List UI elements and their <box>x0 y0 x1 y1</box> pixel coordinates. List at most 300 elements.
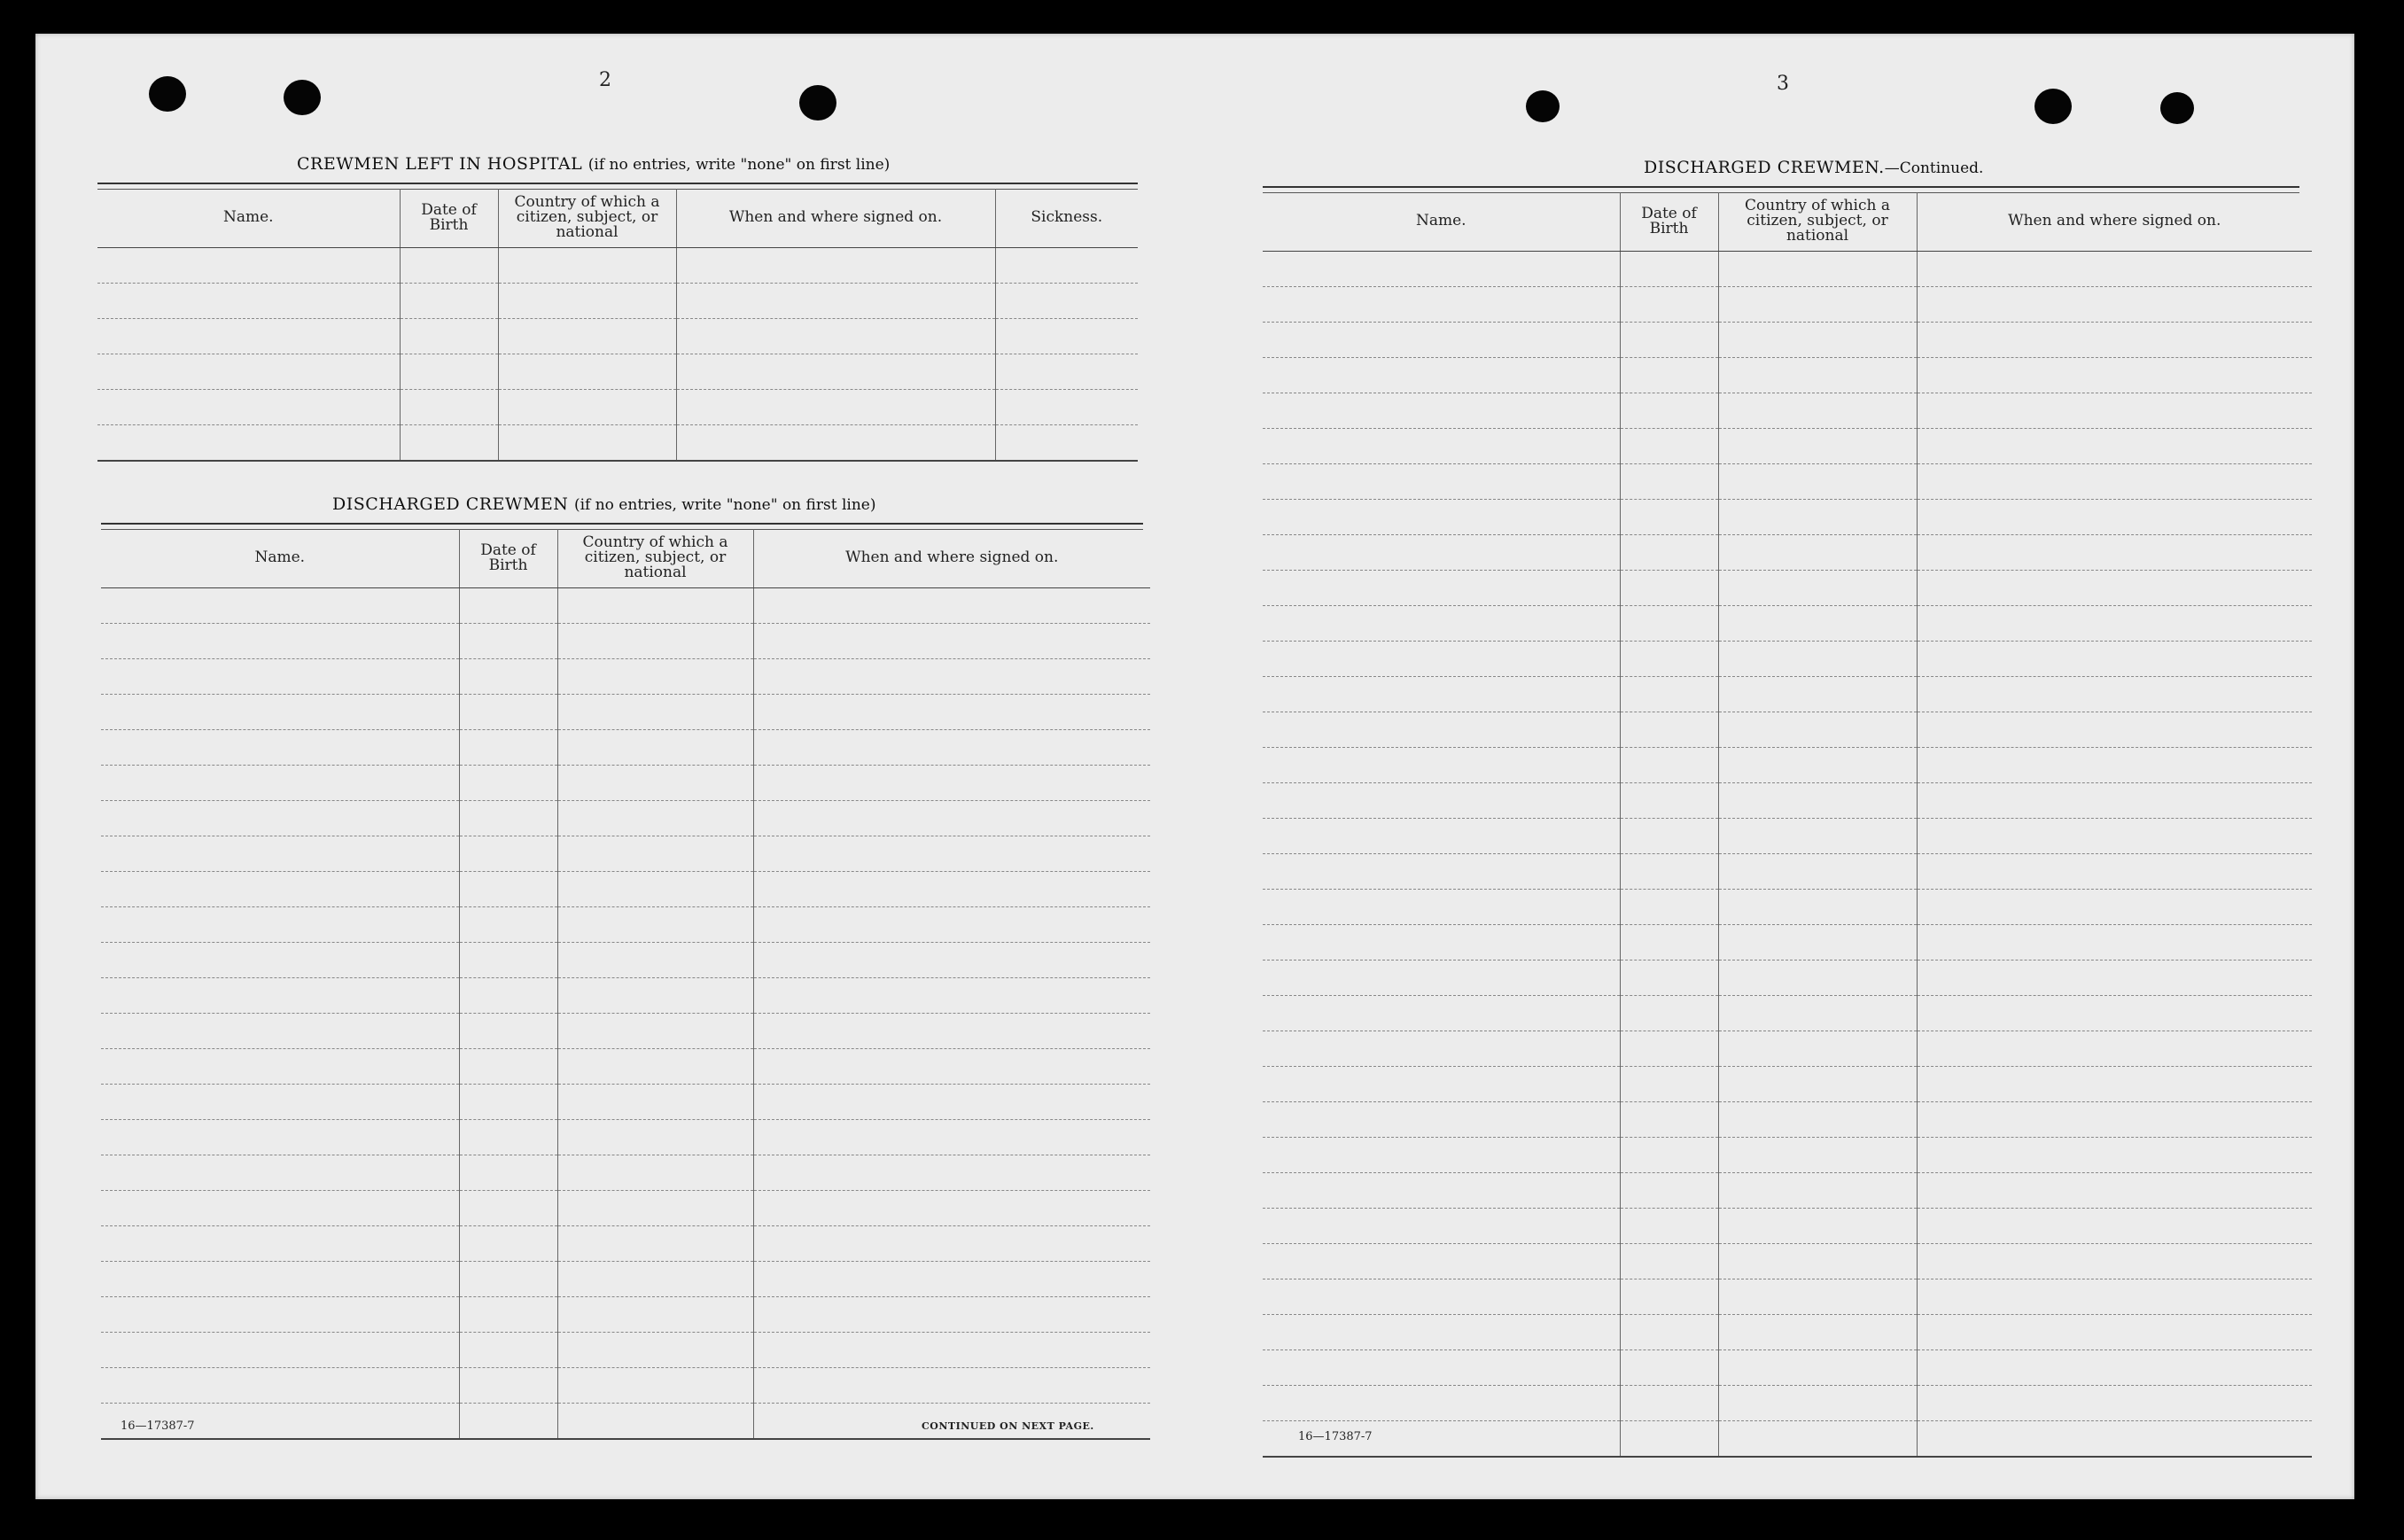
blank-entry-cell <box>753 587 1150 623</box>
blank-entry-cell <box>1718 534 1917 570</box>
blank-entry-cell <box>400 247 498 283</box>
blank-entry-cell <box>1620 676 1718 712</box>
blank-entry-cell <box>1718 1172 1917 1208</box>
blank-entry-cell <box>459 1403 557 1439</box>
blank-entry-cell <box>1718 1420 1917 1457</box>
blank-entry-cell <box>101 1332 459 1367</box>
blank-entry-cell <box>557 1084 753 1119</box>
blank-entry-cell <box>1917 570 2312 605</box>
blank-entry-cell <box>97 424 400 461</box>
blank-entry-cell <box>101 765 459 800</box>
table-row <box>1263 853 2312 889</box>
blank-entry-cell <box>101 729 459 765</box>
blank-entry-cell <box>1917 1243 2312 1279</box>
blank-entry-cell <box>459 906 557 942</box>
blank-entry-cell <box>1917 853 2312 889</box>
blank-entry-cell <box>498 389 676 424</box>
discharged-section-title <box>332 494 875 514</box>
blank-entry-cell <box>1263 1066 1620 1101</box>
table-row <box>1263 428 2312 463</box>
blank-entry-cell <box>753 1155 1150 1190</box>
blank-entry-cell <box>1718 1279 1917 1314</box>
table-row <box>1263 1031 2312 1066</box>
blank-entry-cell <box>995 354 1138 389</box>
blank-entry-cell <box>97 247 400 283</box>
blank-entry-cell <box>1917 641 2312 676</box>
blank-entry-cell <box>1620 1172 1718 1208</box>
blank-entry-cell <box>557 1119 753 1155</box>
blank-entry-cell <box>1917 818 2312 853</box>
page-number: 3 <box>1777 73 1789 95</box>
table-row <box>1263 1420 2312 1457</box>
table-row <box>1263 1101 2312 1137</box>
table-row <box>101 800 1150 836</box>
blank-entry-cell <box>498 247 676 283</box>
blank-entry-cell <box>753 694 1150 729</box>
column-header-signed-on: When and where signed on. <box>676 189 995 247</box>
blank-entry-cell <box>1263 641 1620 676</box>
blank-entry-cell <box>1263 676 1620 712</box>
table-row <box>1263 676 2312 712</box>
blank-entry-cell <box>459 836 557 871</box>
blank-entry-cell <box>1917 393 2312 428</box>
table-row <box>101 1296 1150 1332</box>
blank-entry-cell <box>1263 286 1620 322</box>
discharged-instruction: (if no entries, write "none" on first line) <box>573 496 876 514</box>
blank-entry-cell <box>1917 286 2312 322</box>
blank-entry-cell <box>498 424 676 461</box>
table-row <box>101 1013 1150 1048</box>
blank-entry-cell <box>1263 322 1620 357</box>
table-row <box>101 977 1150 1013</box>
blank-entry-cell <box>753 1225 1150 1261</box>
column-header-country: Country of which a citizen, subject, or national <box>557 529 753 587</box>
blank-entry-cell <box>1263 1208 1620 1243</box>
blank-entry-cell <box>459 623 557 658</box>
table-row <box>97 389 1138 424</box>
blank-entry-cell <box>557 836 753 871</box>
blank-entry-cell <box>676 247 995 283</box>
blank-entry-cell <box>1263 995 1620 1031</box>
table-row <box>101 1225 1150 1261</box>
blank-entry-cell <box>400 318 498 354</box>
blank-entry-cell <box>1917 428 2312 463</box>
table-row <box>1263 1279 2312 1314</box>
blank-entry-cell <box>557 694 753 729</box>
blank-entry-cell <box>101 871 459 906</box>
blank-entry-cell <box>1718 712 1917 747</box>
blank-entry-cell <box>1917 1385 2312 1420</box>
blank-entry-cell <box>1620 1314 1718 1349</box>
blank-entry-cell <box>557 1048 753 1084</box>
blank-entry-cell <box>101 623 459 658</box>
blank-entry-cell <box>753 623 1150 658</box>
table-row <box>1263 1172 2312 1208</box>
blank-entry-cell <box>1917 960 2312 995</box>
column-header-country: Country of which a citizen, subject, or national <box>1718 192 1917 251</box>
blank-entry-cell <box>557 658 753 694</box>
table-row <box>1263 463 2312 499</box>
blank-entry-cell <box>1263 357 1620 393</box>
blank-entry-cell <box>459 1225 557 1261</box>
blank-entry-cell <box>557 942 753 977</box>
blank-entry-cell <box>1917 995 2312 1031</box>
blank-entry-cell <box>676 354 995 389</box>
table-row <box>1263 1349 2312 1385</box>
table-row <box>1263 818 2312 853</box>
blank-entry-cell <box>1718 1208 1917 1243</box>
blank-entry-cell <box>557 1013 753 1048</box>
column-header-name: Name. <box>101 529 459 587</box>
table-row <box>101 1084 1150 1119</box>
blank-entry-cell <box>1620 1243 1718 1279</box>
blank-entry-cell <box>1718 605 1917 641</box>
blank-entry-cell <box>400 424 498 461</box>
blank-entry-cell <box>1263 747 1620 782</box>
blank-entry-cell <box>459 729 557 765</box>
blank-entry-cell <box>459 1155 557 1190</box>
blank-entry-cell <box>1263 1101 1620 1137</box>
blank-entry-cell <box>995 247 1138 283</box>
blank-entry-cell <box>1263 712 1620 747</box>
blank-entry-cell <box>101 1048 459 1084</box>
blank-entry-cell <box>1917 605 2312 641</box>
continued-note: CONTINUED ON NEXT PAGE. <box>922 1420 1094 1432</box>
blank-entry-cell <box>101 694 459 729</box>
blank-entry-cell <box>1917 357 2312 393</box>
blank-entry-cell <box>676 283 995 318</box>
blank-entry-cell <box>1718 924 1917 960</box>
blank-entry-cell <box>459 871 557 906</box>
blank-entry-cell <box>1917 747 2312 782</box>
blank-entry-cell <box>1620 712 1718 747</box>
blank-entry-cell <box>557 623 753 658</box>
blank-entry-cell <box>1620 995 1718 1031</box>
blank-entry-cell <box>1263 1031 1620 1066</box>
blank-entry-cell <box>101 1225 459 1261</box>
blank-entry-cell <box>1718 1243 1917 1279</box>
table-row <box>101 1155 1150 1190</box>
blank-entry-cell <box>557 765 753 800</box>
blank-entry-cell <box>1718 1101 1917 1137</box>
table-row <box>101 1367 1150 1403</box>
blank-entry-cell <box>1263 534 1620 570</box>
table-row <box>101 623 1150 658</box>
table-row <box>101 942 1150 977</box>
blank-entry-cell <box>1263 499 1620 534</box>
column-header-date-of-birth: Date of Birth <box>400 189 498 247</box>
blank-entry-cell <box>753 942 1150 977</box>
blank-entry-cell <box>1917 499 2312 534</box>
table-row <box>101 765 1150 800</box>
blank-entry-cell <box>1917 534 2312 570</box>
blank-entry-cell <box>1917 1349 2312 1385</box>
discharged-table <box>101 529 1150 1440</box>
table-row <box>1263 641 2312 676</box>
blank-entry-cell <box>1620 251 1718 286</box>
table-row <box>1263 286 2312 322</box>
form-code: 16—17387-7 <box>1298 1430 1373 1443</box>
blank-entry-cell <box>101 1296 459 1332</box>
blank-entry-cell <box>1620 924 1718 960</box>
blank-entry-cell <box>1620 1208 1718 1243</box>
blank-entry-cell <box>1917 924 2312 960</box>
blank-entry-cell <box>1718 747 1917 782</box>
blank-entry-cell <box>1620 747 1718 782</box>
blank-entry-cell <box>995 283 1138 318</box>
blank-entry-cell <box>1263 1172 1620 1208</box>
blank-entry-cell <box>1917 1208 2312 1243</box>
blank-entry-cell <box>1263 782 1620 818</box>
table-row <box>1263 1137 2312 1172</box>
table-row <box>1263 1314 2312 1349</box>
blank-entry-cell <box>400 354 498 389</box>
blank-entry-cell <box>557 1403 753 1439</box>
hospital-title-text: CREWMEN LEFT IN HOSPITAL <box>297 154 583 174</box>
blank-entry-cell <box>557 1296 753 1332</box>
blank-entry-cell <box>1620 818 1718 853</box>
discharged-continued-table-body <box>1263 251 2312 1457</box>
blank-entry-cell <box>753 1261 1150 1296</box>
table-row <box>1263 924 2312 960</box>
table-row <box>97 354 1138 389</box>
blank-entry-cell <box>1263 1385 1620 1420</box>
blank-entry-cell <box>1263 960 1620 995</box>
table-row <box>101 1119 1150 1155</box>
blank-entry-cell <box>1718 428 1917 463</box>
blank-entry-cell <box>1263 1349 1620 1385</box>
blank-entry-cell <box>1620 322 1718 357</box>
blank-entry-cell <box>995 424 1138 461</box>
blank-entry-cell <box>1917 1137 2312 1172</box>
blank-entry-cell <box>1620 1066 1718 1101</box>
blank-entry-cell <box>498 318 676 354</box>
blank-entry-cell <box>1263 251 1620 286</box>
blank-entry-cell <box>1917 1031 2312 1066</box>
blank-entry-cell <box>459 1084 557 1119</box>
blank-entry-cell <box>459 977 557 1013</box>
blank-entry-cell <box>1917 676 2312 712</box>
blank-entry-cell <box>97 389 400 424</box>
table-row <box>1263 960 2312 995</box>
hospital-table-body <box>97 247 1138 461</box>
blank-entry-cell <box>753 765 1150 800</box>
discharged-title-text: DISCHARGED CREWMEN <box>332 494 569 514</box>
form-code: 16—17387-7 <box>121 1419 195 1433</box>
table-row <box>1263 889 2312 924</box>
blank-entry-cell <box>1620 641 1718 676</box>
blank-entry-cell <box>459 1048 557 1084</box>
hospital-instruction: (if no entries, write "none" on first line) <box>587 156 891 174</box>
column-header-name: Name. <box>97 189 400 247</box>
blank-entry-cell <box>753 871 1150 906</box>
blank-entry-cell <box>1718 676 1917 712</box>
blank-entry-cell <box>1718 1031 1917 1066</box>
blank-entry-cell <box>557 906 753 942</box>
blank-entry-cell <box>459 1296 557 1332</box>
blank-entry-cell <box>1718 393 1917 428</box>
blank-entry-cell <box>1917 322 2312 357</box>
column-header-date-of-birth: Date of Birth <box>1620 192 1718 251</box>
blank-entry-cell <box>676 318 995 354</box>
blank-entry-cell <box>1917 1172 2312 1208</box>
blank-entry-cell <box>101 1119 459 1155</box>
blank-entry-cell <box>1263 1314 1620 1349</box>
blank-entry-cell <box>557 729 753 765</box>
blank-entry-cell <box>97 354 400 389</box>
blank-entry-cell <box>753 1367 1150 1403</box>
table-row <box>97 318 1138 354</box>
right-page <box>1263 69 2357 1487</box>
blank-entry-cell <box>1917 1101 2312 1137</box>
blank-entry-cell <box>1263 605 1620 641</box>
hospital-section-title <box>297 154 890 174</box>
blank-entry-cell <box>1263 1243 1620 1279</box>
blank-entry-cell <box>1620 393 1718 428</box>
blank-entry-cell <box>1263 818 1620 853</box>
blank-entry-cell <box>1718 641 1917 676</box>
blank-entry-cell <box>1263 428 1620 463</box>
blank-entry-cell <box>1718 853 1917 889</box>
blank-entry-cell <box>1620 782 1718 818</box>
blank-entry-cell <box>1620 499 1718 534</box>
blank-entry-cell <box>753 1119 1150 1155</box>
blank-entry-cell <box>101 587 459 623</box>
blank-entry-cell <box>101 1261 459 1296</box>
blank-entry-cell <box>1263 1279 1620 1314</box>
column-header-date-of-birth: Date of Birth <box>459 529 557 587</box>
blank-entry-cell <box>1718 1314 1917 1349</box>
blank-entry-cell <box>1718 1349 1917 1385</box>
table-row <box>101 587 1150 623</box>
table-row <box>101 1261 1150 1296</box>
table-row <box>101 1048 1150 1084</box>
blank-entry-cell <box>995 318 1138 354</box>
blank-entry-cell <box>557 1332 753 1367</box>
blank-entry-cell <box>101 800 459 836</box>
blank-entry-cell <box>1620 1101 1718 1137</box>
blank-entry-cell <box>101 1013 459 1048</box>
blank-entry-cell <box>1917 1279 2312 1314</box>
blank-entry-cell <box>459 1367 557 1403</box>
blank-entry-cell <box>1718 1066 1917 1101</box>
table-row <box>1263 747 2312 782</box>
table-row <box>1263 605 2312 641</box>
blank-entry-cell <box>1718 286 1917 322</box>
blank-entry-cell <box>557 871 753 906</box>
blank-entry-cell <box>557 1225 753 1261</box>
table-row <box>101 871 1150 906</box>
blank-entry-cell <box>1263 1137 1620 1172</box>
blank-entry-cell <box>101 1190 459 1225</box>
table-row <box>97 283 1138 318</box>
blank-entry-cell <box>1718 499 1917 534</box>
blank-entry-cell <box>1620 605 1718 641</box>
table-row <box>1263 393 2312 428</box>
blank-entry-cell <box>101 977 459 1013</box>
blank-entry-cell <box>459 942 557 977</box>
blank-entry-cell <box>1718 357 1917 393</box>
blank-entry-cell <box>1620 570 1718 605</box>
blank-entry-cell <box>557 1155 753 1190</box>
blank-entry-cell <box>1917 1420 2312 1457</box>
blank-entry-cell <box>1917 889 2312 924</box>
blank-entry-cell <box>1718 782 1917 818</box>
table-row <box>1263 1066 2312 1101</box>
blank-entry-cell <box>101 1084 459 1119</box>
blank-entry-cell <box>1620 357 1718 393</box>
table-row <box>1263 712 2312 747</box>
blank-entry-cell <box>557 977 753 1013</box>
blank-entry-cell <box>1718 995 1917 1031</box>
column-header-signed-on: When and where signed on. <box>1917 192 2312 251</box>
blank-entry-cell <box>753 977 1150 1013</box>
blank-entry-cell <box>1620 534 1718 570</box>
blank-entry-cell <box>1620 1031 1718 1066</box>
hospital-table <box>97 189 1138 462</box>
column-header-sickness: Sickness. <box>995 189 1138 247</box>
blank-entry-cell <box>498 354 676 389</box>
blank-entry-cell <box>1718 818 1917 853</box>
table-row <box>1263 1208 2312 1243</box>
table-row <box>101 836 1150 871</box>
blank-entry-cell <box>557 1190 753 1225</box>
blank-entry-cell <box>1917 463 2312 499</box>
blank-entry-cell <box>557 1261 753 1296</box>
blank-entry-cell <box>1718 322 1917 357</box>
table-row <box>97 424 1138 461</box>
blank-entry-cell <box>101 836 459 871</box>
blank-entry-cell <box>753 836 1150 871</box>
table-row <box>1263 1243 2312 1279</box>
scanned-document-sheet <box>35 34 2354 1499</box>
blank-entry-cell <box>753 800 1150 836</box>
blank-entry-cell <box>459 1190 557 1225</box>
blank-entry-cell <box>400 389 498 424</box>
blank-entry-cell <box>498 283 676 318</box>
blank-entry-cell <box>1718 960 1917 995</box>
blank-entry-cell <box>1718 1137 1917 1172</box>
blank-entry-cell <box>1718 463 1917 499</box>
blank-entry-cell <box>676 424 995 461</box>
blank-entry-cell <box>753 1013 1150 1048</box>
blank-entry-cell <box>459 658 557 694</box>
table-row <box>1263 1385 2312 1420</box>
table-row <box>101 1190 1150 1225</box>
blank-entry-cell <box>1917 782 2312 818</box>
blank-entry-cell <box>753 729 1150 765</box>
blank-entry-cell <box>1263 853 1620 889</box>
blank-entry-cell <box>753 1084 1150 1119</box>
blank-entry-cell <box>97 283 400 318</box>
blank-entry-cell <box>101 658 459 694</box>
blank-entry-cell <box>459 800 557 836</box>
blank-entry-cell <box>459 1332 557 1367</box>
blank-entry-cell <box>753 1332 1150 1367</box>
blank-entry-cell <box>1620 960 1718 995</box>
blank-entry-cell <box>1263 924 1620 960</box>
blank-entry-cell <box>1263 393 1620 428</box>
blank-entry-cell <box>753 1296 1150 1332</box>
table-row <box>1263 570 2312 605</box>
table-row <box>101 729 1150 765</box>
blank-entry-cell <box>1620 1385 1718 1420</box>
table-row <box>1263 251 2312 286</box>
discharged-table-body <box>101 587 1150 1439</box>
blank-entry-cell <box>753 1048 1150 1084</box>
blank-entry-cell <box>459 587 557 623</box>
blank-entry-cell <box>400 283 498 318</box>
